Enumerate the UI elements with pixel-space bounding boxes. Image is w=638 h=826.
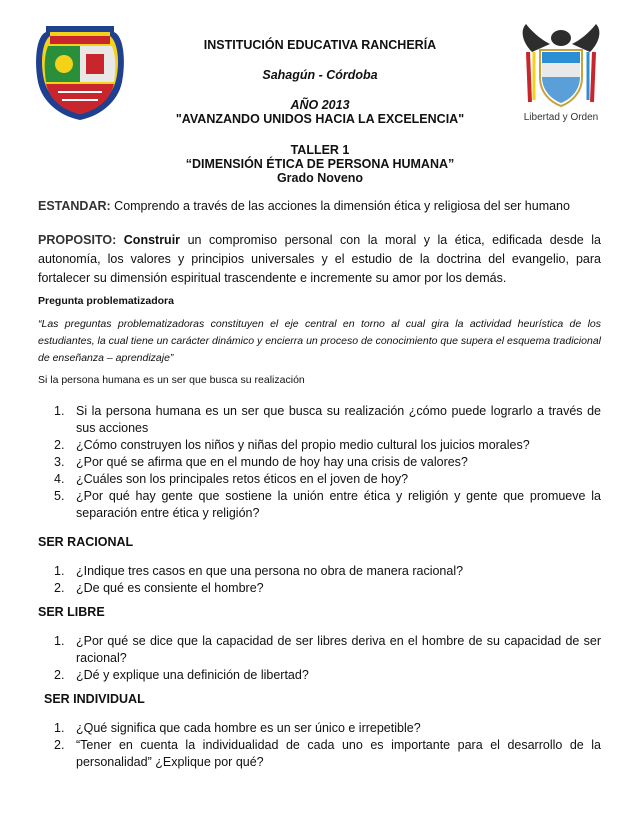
colombia-coat-of-arms-logo: [512, 22, 610, 124]
list-item: 2. ¿De qué es consiente el hombre?: [54, 581, 264, 595]
list-item: 1. ¿Por qué se dice que la capacidad de ser libres deriva en el hombre de su capacidad de ser racional?: [54, 634, 601, 665]
ser-libre-list: [38, 633, 601, 684]
main-questions-list: [38, 403, 601, 522]
section-title-ser-racional: SER RACIONAL: [38, 535, 134, 549]
school-year: AÑO 2013: [290, 98, 350, 112]
school-motto: "AVANZANDO UNIDOS HACIA LA EXCELENCIA": [175, 112, 465, 126]
pregunta-intro: Si la persona humana es un ser que busca su realización: [38, 374, 305, 386]
list-item: 1. ¿Indique tres casos en que una persona no obra de manera racional?: [54, 564, 464, 578]
section-title-ser-libre: SER LIBRE: [38, 605, 105, 619]
list-item: 2. ¿Dé y explique una definición de libertad?: [54, 668, 309, 682]
ser-individual-list: [38, 720, 601, 771]
pregunta-heading: Pregunta problematizadora: [38, 295, 174, 307]
list-item: 2. “Tener en cuenta la individualidad de cada uno es importante para el desarrollo de la personalidad” ¿Explique por qué?: [54, 738, 601, 769]
proposito-text: un compromiso personal con la moral y la ética, edificada desde la autonomía, los valores y principios universales y el estudio de la doctrina del evangelio, para fortalecer su dimensión espiritual trascendente e incremente su amor por los demás.: [38, 233, 601, 285]
proposito-paragraph: [38, 231, 601, 288]
coat-of-arms-caption: Libertad y Orden: [523, 112, 599, 123]
workshop-title: “DIMENSIÓN ÉTICA DE PERSONA HUMANA”: [185, 157, 455, 171]
list-item: 2. ¿Cómo construyen los niños y niñas del propio medio cultural los juicios morales?: [54, 438, 530, 452]
grade-level: Grado Noveno: [276, 171, 364, 185]
pregunta-quote: “Las preguntas problematizadoras constituyen el eje central en torno al cual gira la actividad heurística de los estudiantes, la cual tiene un carácter dinámico y encierra un proceso de conocimiento que supera el esquema tradicional de enseñanza – aprendizaje”: [38, 318, 601, 364]
ser-racional-list: [38, 563, 601, 597]
list-item: 3. ¿Por qué se afirma que en el mundo de hoy hay una crisis de valores?: [54, 455, 468, 469]
institution-location: Sahagún - Córdoba: [262, 68, 378, 82]
workshop-number: TALLER 1: [290, 143, 350, 157]
list-item: 4. ¿Cuáles son los principales retos éticos en el joven de hoy?: [54, 472, 409, 486]
proposito-emphasis: Construir: [116, 233, 181, 247]
estandar-label: ESTANDAR:: [38, 199, 111, 213]
section-title-ser-individual: SER INDIVIDUAL: [44, 692, 145, 706]
list-item: 1. Si la persona humana es un ser que busca su realización ¿cómo puede lograrlo a través de sus acciones: [54, 404, 601, 435]
school-crest-logo: [28, 22, 132, 122]
proposito-label: PROPOSITO:: [38, 233, 117, 247]
institution-name: INSTITUCIÓN EDUCATIVA RANCHERÍA: [203, 38, 437, 52]
list-item: 5. ¿Por qué hay gente que sostiene la unión entre ética y religión y gente que promueve la separación entre ética y religión?: [54, 489, 601, 520]
list-item: 1. ¿Qué significa que cada hombre es un ser único e irrepetible?: [54, 721, 421, 735]
estandar-paragraph: [38, 197, 601, 216]
estandar-text: Comprendo a través de las acciones la dimensión ética y religiosa del ser humano: [110, 199, 570, 213]
